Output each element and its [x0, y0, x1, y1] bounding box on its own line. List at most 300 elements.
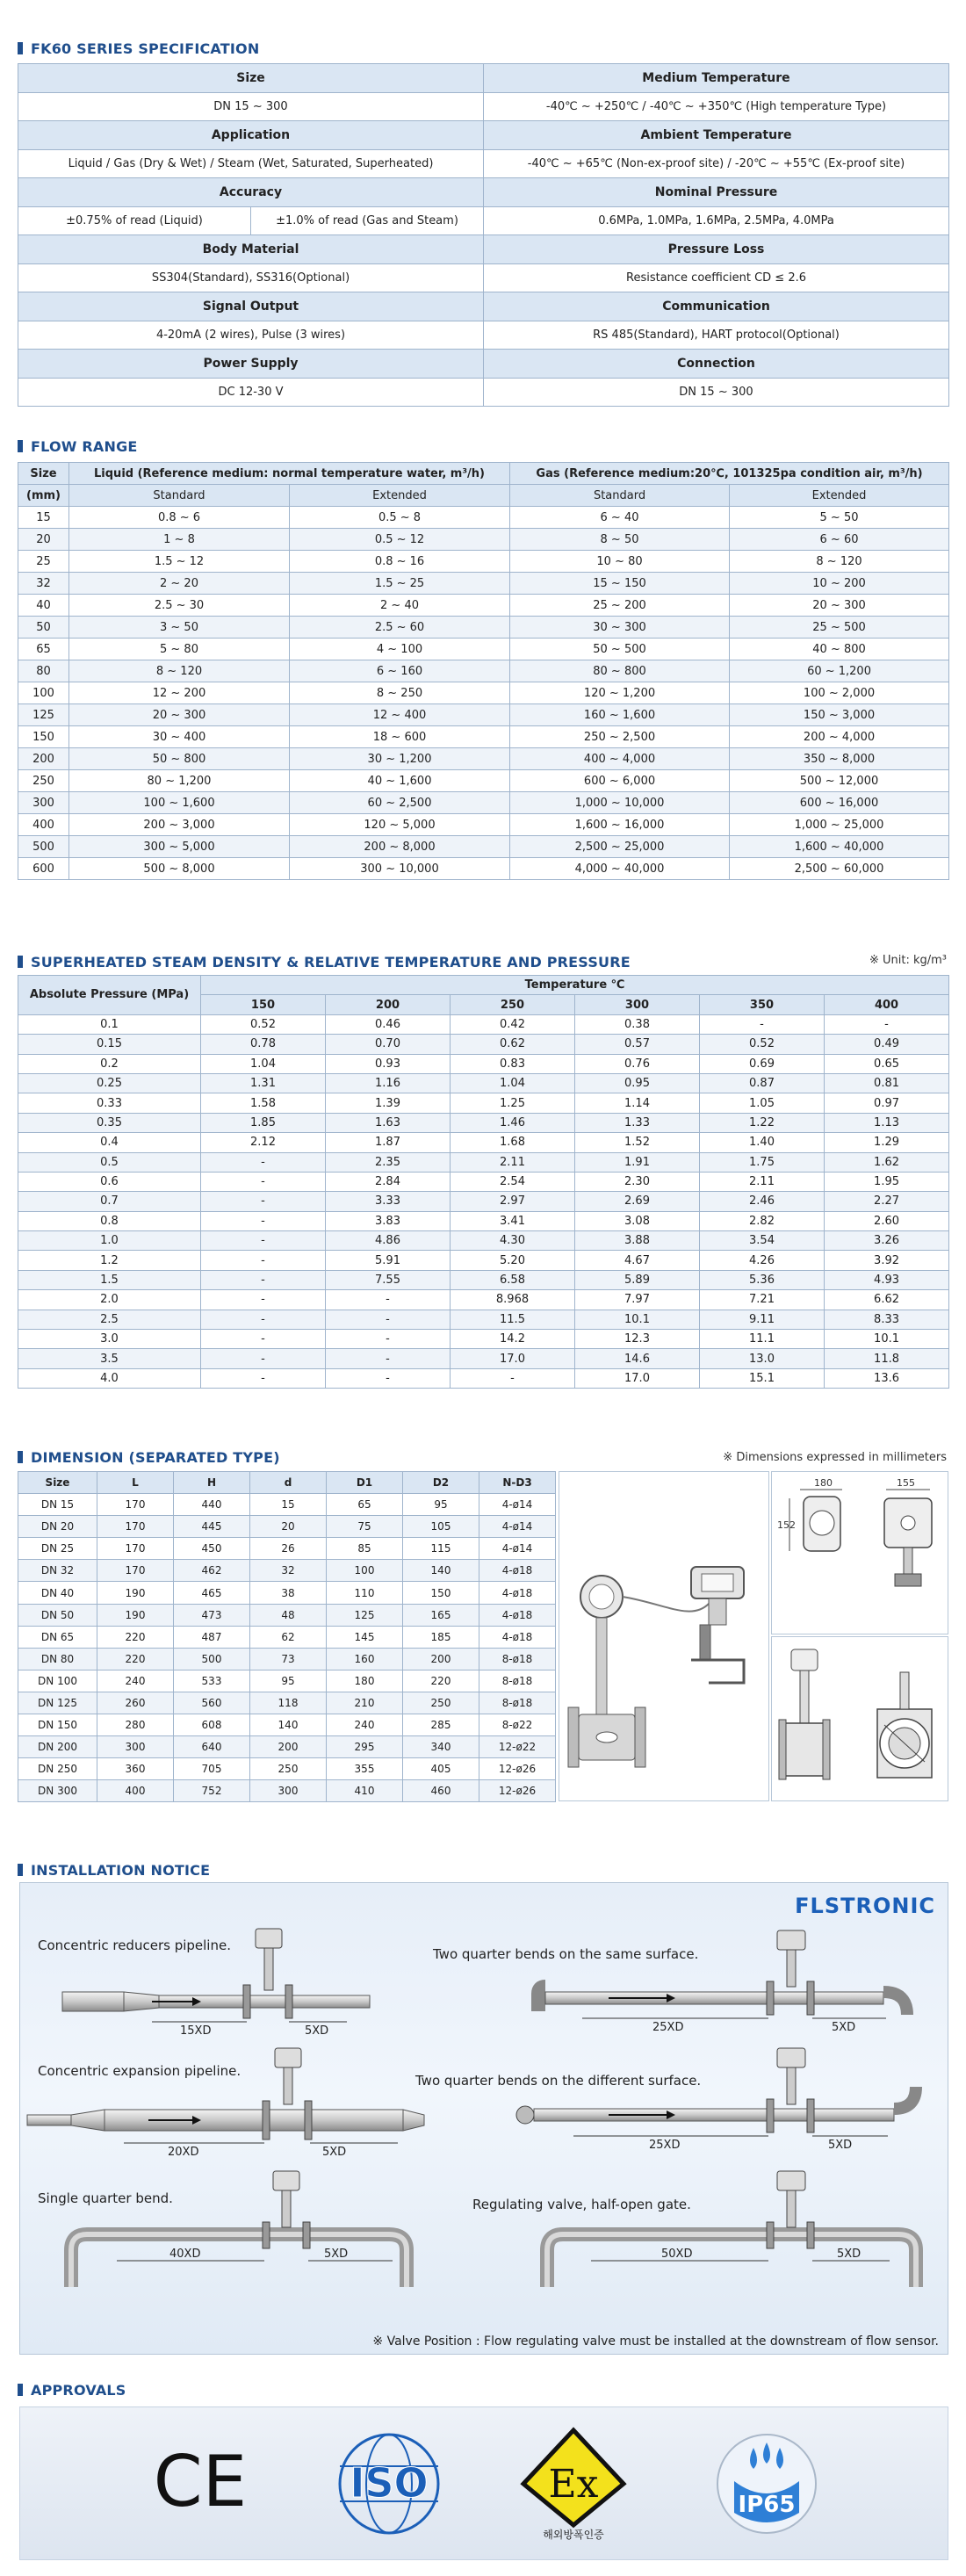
table-row: [18, 573, 949, 595]
table-cell: 80: [18, 660, 69, 682]
table-cell: 3.41: [451, 1211, 575, 1230]
spec-accuracy-header: Accuracy: [18, 178, 484, 207]
table-cell: DN 250: [18, 1758, 97, 1780]
spec-ambient-temp-value: -40℃ ~ +65℃ (Non-ex-proof site) / -20℃ ~ +55℃ (Ex-proof site): [484, 149, 949, 178]
table-cell: 26: [250, 1538, 327, 1560]
table-cell: 200 ~ 4,000: [730, 726, 949, 748]
table-row: [18, 770, 949, 792]
table-cell: 4-ø18: [479, 1582, 556, 1604]
drawing-width2-label: 155: [897, 1477, 915, 1489]
table-cell: 2.11: [700, 1172, 825, 1191]
table-cell: 100 ~ 2,000: [730, 682, 949, 704]
table-cell: 400: [18, 814, 69, 836]
table-cell: 1.13: [825, 1113, 949, 1132]
table-cell: 0.81: [825, 1073, 949, 1093]
table-row: [18, 1073, 949, 1093]
table-row: [18, 704, 949, 726]
dimension-table: [18, 1471, 556, 1802]
table-cell: DN 50: [18, 1604, 97, 1626]
table-cell: 1.14: [575, 1093, 700, 1113]
table-cell: DN 300: [18, 1780, 97, 1802]
table-cell: 170: [97, 1560, 174, 1582]
table-cell: 200: [403, 1648, 479, 1670]
table-cell: 125: [18, 704, 69, 726]
table-cell: 3.33: [326, 1192, 451, 1211]
table-cell: 120 ~ 1,200: [510, 682, 730, 704]
table-cell: 65: [327, 1494, 403, 1516]
ex-proof-logo: [516, 2427, 631, 2541]
table-cell: 355: [327, 1758, 403, 1780]
spec-power-supply-header: Power Supply: [18, 350, 484, 379]
sensor-drawing: [771, 1636, 948, 1801]
table-cell: 7.55: [326, 1270, 451, 1289]
table-cell: -: [201, 1349, 326, 1368]
table-cell: DN 150: [18, 1714, 97, 1736]
table-cell: 1.58: [201, 1093, 326, 1113]
section-marker: [18, 42, 23, 54]
spec-size-header: Size: [18, 64, 484, 93]
table-cell: 2.11: [451, 1152, 575, 1172]
table-cell: 260: [97, 1692, 174, 1714]
table-cell: 2.0: [18, 1290, 201, 1310]
dimension-header-cell: Size: [18, 1472, 97, 1494]
table-row: [18, 1736, 556, 1758]
dimension-header-cell: H: [174, 1472, 250, 1494]
table-cell: 15.1: [700, 1368, 825, 1388]
front-view-drawing: [772, 1472, 948, 1634]
table-cell: 30 ~ 1,200: [290, 748, 510, 770]
table-row: [18, 660, 949, 682]
table-cell: 295: [327, 1736, 403, 1758]
spec-communication-header: Communication: [484, 292, 949, 321]
table-cell: 300 ~ 10,000: [290, 858, 510, 880]
table-cell: 30 ~ 300: [510, 617, 730, 639]
table-cell: 2.5: [18, 1310, 201, 1329]
table-cell: 2.60: [825, 1211, 949, 1230]
table-cell: 1.5 ~ 25: [290, 573, 510, 595]
front-drawing: [771, 1471, 948, 1634]
table-cell: 15: [250, 1494, 327, 1516]
downstream-label: 5XD: [322, 2146, 347, 2159]
table-cell: 9.11: [700, 1310, 825, 1329]
table-cell: 2,500 ~ 60,000: [730, 858, 949, 880]
table-cell: 75: [327, 1516, 403, 1538]
table-cell: 4.86: [326, 1231, 451, 1251]
spec-table: [18, 63, 949, 407]
table-cell: 30 ~ 400: [69, 726, 290, 748]
table-cell: 0.49: [825, 1035, 949, 1054]
flow-liquid-extended-header: Extended: [290, 485, 510, 507]
table-row: [18, 1648, 556, 1670]
table-cell: 300: [18, 792, 69, 814]
table-cell: 20 ~ 300: [69, 704, 290, 726]
table-cell: 15: [18, 507, 69, 529]
table-cell: 110: [327, 1582, 403, 1604]
table-cell: 1 ~ 8: [69, 529, 290, 551]
spec-section-title: FK60 SERIES SPECIFICATION: [18, 40, 259, 56]
table-cell: 500: [174, 1648, 250, 1670]
table-cell: 0.8: [18, 1211, 201, 1230]
temperature-header-cell: 150: [201, 995, 326, 1014]
table-cell: 6 ~ 60: [730, 529, 949, 551]
spec-application-value: Liquid / Gas (Dry & Wet) / Steam (Wet, Saturated, Superheated): [18, 149, 484, 178]
table-row: [18, 1133, 949, 1152]
table-cell: 40 ~ 800: [730, 639, 949, 660]
table-cell: 8 ~ 120: [69, 660, 290, 682]
table-cell: 6 ~ 160: [290, 660, 510, 682]
table-cell: -: [201, 1330, 326, 1349]
table-cell: 4.0: [18, 1368, 201, 1388]
spec-signal-output-value: 4-20mA (2 wires), Pulse (3 wires): [18, 321, 484, 350]
table-cell: -: [201, 1290, 326, 1310]
table-cell: 11.5: [451, 1310, 575, 1329]
table-cell: 2.46: [700, 1192, 825, 1211]
table-row: [18, 1192, 949, 1211]
table-cell: 1.2: [18, 1251, 201, 1270]
table-cell: 400 ~ 4,000: [510, 748, 730, 770]
table-cell: 0.6: [18, 1172, 201, 1191]
diagram-two-bends-same: [538, 1930, 907, 2034]
table-cell: 4-ø18: [479, 1560, 556, 1582]
table-cell: 140: [250, 1714, 327, 1736]
table-cell: -: [326, 1368, 451, 1388]
table-cell: -: [201, 1270, 326, 1289]
table-cell: 8-ø18: [479, 1670, 556, 1692]
table-cell: 170: [97, 1538, 174, 1560]
table-cell: 14.6: [575, 1349, 700, 1368]
upstream-label: 50XD: [661, 2248, 693, 2261]
table-cell: 300: [97, 1736, 174, 1758]
table-cell: 2.69: [575, 1192, 700, 1211]
table-cell: 4.93: [825, 1270, 949, 1289]
table-cell: 2.97: [451, 1192, 575, 1211]
table-cell: 100 ~ 1,600: [69, 792, 290, 814]
table-cell: 0.62: [451, 1035, 575, 1054]
table-cell: 0.1: [18, 1014, 201, 1034]
table-row: [18, 1349, 949, 1368]
table-row: [18, 1231, 949, 1251]
table-cell: 12-ø26: [479, 1780, 556, 1802]
table-cell: 1,000 ~ 25,000: [730, 814, 949, 836]
table-cell: 0.5 ~ 8: [290, 507, 510, 529]
table-cell: 1.63: [326, 1113, 451, 1132]
table-cell: 2 ~ 20: [69, 573, 290, 595]
table-row: [18, 1290, 949, 1310]
table-cell: 0.35: [18, 1113, 201, 1132]
table-cell: -: [201, 1172, 326, 1191]
table-cell: 7.97: [575, 1290, 700, 1310]
table-cell: 150: [403, 1582, 479, 1604]
table-cell: 0.69: [700, 1054, 825, 1073]
table-cell: 1.75: [700, 1152, 825, 1172]
table-cell: 533: [174, 1670, 250, 1692]
table-cell: 145: [327, 1626, 403, 1648]
table-cell: 7.21: [700, 1290, 825, 1310]
spec-medium-temp-value: -40℃ ~ +250℃ / -40℃ ~ +350℃ (High temperature Type): [484, 92, 949, 121]
table-cell: 0.8 ~ 6: [69, 507, 290, 529]
sensor-view-drawing: [772, 1637, 948, 1800]
temperature-header-cell: 400: [825, 995, 949, 1014]
table-cell: DN 65: [18, 1626, 97, 1648]
table-cell: 4-ø18: [479, 1604, 556, 1626]
table-cell: 2.35: [326, 1152, 451, 1172]
table-row: [18, 1368, 949, 1388]
table-cell: 10.1: [575, 1310, 700, 1329]
table-row: [18, 1582, 556, 1604]
table-cell: 1.52: [575, 1133, 700, 1152]
table-cell: 1.68: [451, 1133, 575, 1152]
table-cell: 8.968: [451, 1290, 575, 1310]
table-cell: -: [326, 1330, 451, 1349]
spec-connection-header: Connection: [484, 350, 949, 379]
table-cell: 100: [18, 682, 69, 704]
table-cell: 3 ~ 50: [69, 617, 290, 639]
table-cell: 11.1: [700, 1330, 825, 1349]
table-cell: 250: [403, 1692, 479, 1714]
dimension-header-cell: L: [97, 1472, 174, 1494]
table-cell: 1.29: [825, 1133, 949, 1152]
table-row: [18, 1172, 949, 1191]
table-cell: 0.15: [18, 1035, 201, 1054]
table-cell: 85: [327, 1538, 403, 1560]
table-cell: 60 ~ 1,200: [730, 660, 949, 682]
table-row: [18, 1035, 949, 1054]
spec-body-material-value: SS304(Standard), SS316(Optional): [18, 263, 484, 292]
table-cell: 4-ø14: [479, 1494, 556, 1516]
table-cell: 50 ~ 500: [510, 639, 730, 660]
table-cell: 210: [327, 1692, 403, 1714]
upstream-label: 25XD: [652, 2021, 684, 2034]
table-row: [18, 1670, 556, 1692]
steam-section-title: SUPERHEATED STEAM DENSITY & RELATIVE TEMPERATURE AND PRESSURE: [18, 954, 631, 970]
table-row: [18, 1538, 556, 1560]
table-row: [18, 1758, 556, 1780]
table-cell: 2.5 ~ 60: [290, 617, 510, 639]
table-row: [18, 617, 949, 639]
table-cell: 3.08: [575, 1211, 700, 1230]
ip65-text: IP65: [738, 2492, 796, 2518]
spec-power-supply-value: DC 12-30 V: [18, 378, 484, 407]
table-cell: 0.25: [18, 1073, 201, 1093]
table-cell: 13.0: [700, 1349, 825, 1368]
table-cell: 32: [18, 573, 69, 595]
steam-unit-note: ※ Unit: kg/m³: [869, 954, 947, 967]
dimension-header-row: [18, 1472, 556, 1494]
table-cell: DN 80: [18, 1648, 97, 1670]
table-cell: 600 ~ 16,000: [730, 792, 949, 814]
ce-mark-text: CE: [153, 2441, 248, 2522]
table-cell: 640: [174, 1736, 250, 1758]
table-cell: 4,000 ~ 40,000: [510, 858, 730, 880]
table-cell: -: [201, 1231, 326, 1251]
table-cell: 450: [174, 1538, 250, 1560]
table-cell: 20 ~ 300: [730, 595, 949, 617]
separated-type-illustration: [559, 1471, 769, 1801]
table-cell: 405: [403, 1758, 479, 1780]
table-cell: 0.46: [326, 1014, 451, 1034]
table-cell: 1,000 ~ 10,000: [510, 792, 730, 814]
table-cell: 280: [97, 1714, 174, 1736]
upstream-label: 15XD: [180, 2024, 212, 2038]
table-cell: -: [201, 1152, 326, 1172]
table-cell: 440: [174, 1494, 250, 1516]
table-cell: 1.5: [18, 1270, 201, 1289]
table-row: [18, 595, 949, 617]
table-cell: 180: [327, 1670, 403, 1692]
downstream-label: 5XD: [832, 2021, 856, 2034]
table-cell: 220: [403, 1670, 479, 1692]
table-cell: 705: [174, 1758, 250, 1780]
diagram-concentric-reducers: [62, 1929, 370, 2038]
table-row: [18, 1330, 949, 1349]
table-cell: 1.22: [700, 1113, 825, 1132]
table-row: [18, 1626, 556, 1648]
drawing-height-label: 152: [777, 1519, 796, 1531]
table-cell: 4-ø14: [479, 1516, 556, 1538]
table-cell: 220: [97, 1648, 174, 1670]
downstream-label: 5XD: [837, 2248, 861, 2261]
table-cell: 1.31: [201, 1073, 326, 1093]
table-cell: 8 ~ 250: [290, 682, 510, 704]
table-cell: -: [201, 1211, 326, 1230]
table-row: [18, 1604, 556, 1626]
table-cell: 4-ø18: [479, 1626, 556, 1648]
flow-range-table: [18, 462, 949, 880]
spec-accuracy-gas: ±1.0% of read (Gas and Steam): [251, 206, 484, 235]
diagram-two-bends-different: [516, 2048, 916, 2152]
table-cell: 190: [97, 1604, 174, 1626]
table-cell: 17.0: [451, 1349, 575, 1368]
spec-communication-value: RS 485(Standard), HART protocol(Optional): [484, 321, 949, 350]
flow-range-body: [18, 507, 949, 880]
table-row: [18, 748, 949, 770]
table-cell: 185: [403, 1626, 479, 1648]
table-cell: 0.97: [825, 1093, 949, 1113]
table-cell: 50: [18, 617, 69, 639]
section-marker: [18, 440, 23, 452]
table-cell: 5.89: [575, 1270, 700, 1289]
flow-size-header: Size: [18, 463, 69, 485]
table-cell: 0.5: [18, 1152, 201, 1172]
table-cell: 10.1: [825, 1330, 949, 1349]
spec-pressure-loss-header: Pressure Loss: [484, 235, 949, 264]
flow-gas-standard-header: Standard: [510, 485, 730, 507]
iso-logo: [332, 2427, 446, 2541]
section-marker: [18, 956, 23, 968]
table-cell: 240: [327, 1714, 403, 1736]
table-cell: 12-ø26: [479, 1758, 556, 1780]
steam-density-body: [18, 1014, 949, 1388]
dimension-header-cell: N-D3: [479, 1472, 556, 1494]
table-cell: 17.0: [575, 1368, 700, 1388]
table-cell: 300: [250, 1780, 327, 1802]
table-cell: 62: [250, 1626, 327, 1648]
table-cell: 1.85: [201, 1113, 326, 1132]
spec-pressure-loss-value: Resistance coefficient CD ≤ 2.6: [484, 263, 949, 292]
table-cell: 500: [18, 836, 69, 858]
spec-medium-temp-header: Medium Temperature: [484, 64, 949, 93]
table-cell: 3.26: [825, 1231, 949, 1251]
table-cell: 410: [327, 1780, 403, 1802]
table-cell: 1.39: [326, 1093, 451, 1113]
table-cell: -: [451, 1368, 575, 1388]
table-cell: 160: [327, 1648, 403, 1670]
table-cell: 0.38: [575, 1014, 700, 1034]
table-cell: 2 ~ 40: [290, 595, 510, 617]
table-cell: 0.57: [575, 1035, 700, 1054]
table-cell: 6.58: [451, 1270, 575, 1289]
table-cell: 12.3: [575, 1330, 700, 1349]
table-cell: 200: [250, 1736, 327, 1758]
table-cell: 1,600 ~ 40,000: [730, 836, 949, 858]
spec-connection-value: DN 15 ~ 300: [484, 378, 949, 407]
table-cell: 8 ~ 50: [510, 529, 730, 551]
table-cell: 170: [97, 1494, 174, 1516]
flow-liquid-header: Liquid (Reference medium: normal temperature water, m³/h): [69, 463, 510, 485]
table-row: [18, 529, 949, 551]
table-cell: 190: [97, 1582, 174, 1604]
table-cell: 2.82: [700, 1211, 825, 1230]
table-cell: DN 25: [18, 1538, 97, 1560]
table-cell: 0.52: [201, 1014, 326, 1034]
flow-gas-header: Gas (Reference medium:20℃, 101325pa condition air, m³/h): [510, 463, 949, 485]
table-cell: 473: [174, 1604, 250, 1626]
downstream-label: 5XD: [324, 2248, 349, 2261]
dimension-unit-note: ※ Dimensions expressed in millimeters: [723, 1451, 947, 1464]
table-cell: 608: [174, 1714, 250, 1736]
table-cell: 500 ~ 12,000: [730, 770, 949, 792]
table-cell: 125: [327, 1604, 403, 1626]
table-cell: 1.16: [326, 1073, 451, 1093]
table-cell: 10 ~ 200: [730, 573, 949, 595]
table-cell: 150 ~ 3,000: [730, 704, 949, 726]
table-row: [18, 1560, 556, 1582]
table-row: [18, 1211, 949, 1230]
table-cell: 500 ~ 8,000: [69, 858, 290, 880]
table-row: [18, 814, 949, 836]
table-cell: 2.30: [575, 1172, 700, 1191]
table-cell: 1.95: [825, 1172, 949, 1191]
temperature-header-cell: 350: [700, 995, 825, 1014]
table-row: [18, 836, 949, 858]
table-cell: 80 ~ 800: [510, 660, 730, 682]
table-cell: 12 ~ 200: [69, 682, 290, 704]
table-cell: -: [326, 1349, 451, 1368]
table-cell: 10 ~ 80: [510, 551, 730, 573]
table-cell: 3.0: [18, 1330, 201, 1349]
table-cell: 95: [250, 1670, 327, 1692]
table-cell: 4-ø14: [479, 1538, 556, 1560]
ex-text: Ex: [548, 2462, 599, 2507]
table-cell: 160 ~ 1,600: [510, 704, 730, 726]
table-cell: 487: [174, 1626, 250, 1648]
table-cell: 350 ~ 8,000: [730, 748, 949, 770]
table-cell: 40: [18, 595, 69, 617]
table-cell: 165: [403, 1604, 479, 1626]
table-row: [18, 551, 949, 573]
table-cell: 8 ~ 120: [730, 551, 949, 573]
flow-gas-extended-header: Extended: [730, 485, 949, 507]
table-cell: 460: [403, 1780, 479, 1802]
spec-application-header: Application: [18, 121, 484, 150]
table-cell: 1.40: [700, 1133, 825, 1152]
diagram-concentric-expansion: [27, 2048, 424, 2159]
table-cell: 8.33: [825, 1310, 949, 1329]
table-cell: -: [825, 1014, 949, 1034]
table-cell: 20: [18, 529, 69, 551]
table-row: [18, 1780, 556, 1802]
table-row: [18, 1310, 949, 1329]
